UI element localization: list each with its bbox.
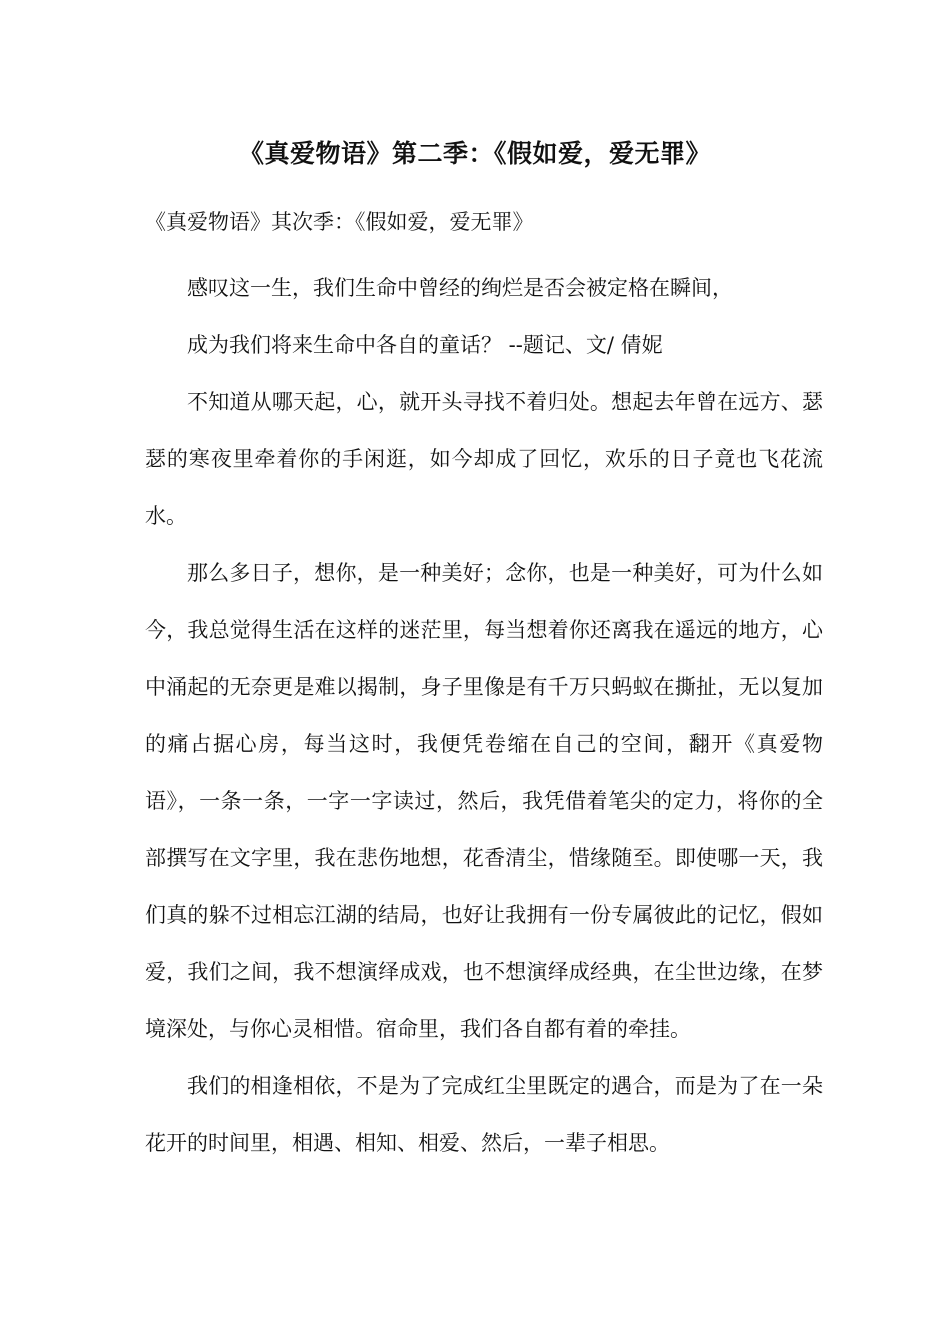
paragraph: 我们的相逢相依，不是为了完成红尘里既定的遇合，而是为了在一朵花开的时间里，相遇、相知、相爱、然后，一辈子相思。 bbox=[145, 1074, 823, 1155]
paragraph: 那么多日子，想你，是一种美好；念你，也是一种美好，可为什么如今，我总觉得生活在这样的迷茫里，每当想着你还离我在遥远的地方，心中涌起的无奈更是难以揭制，身子里像是有千万只蚂蚁在撕扯，无以复加的痛占据心房，每当这时，我便凭卷缩在自己的空间，翻开《真爱物语》，一条一条，一字一字读过，然后，我凭借着笔尖的定力，将你的全部撰写在文字里，我在悲伤地想，花香清尘，惜缘随至。即使哪一天，我们真的躲不过相忘江湖的结局，也好让我拥有一份专属彼此的记忆，假如爱，我们之间，我不想演绎成戏，也不想演绎成经典，在尘世边缘，在梦境深处，与你心灵相惜。宿命里，我们各自都有着的牵挂。 bbox=[145, 561, 823, 1041]
document-body bbox=[145, 260, 823, 1172]
paragraph: 不知道从哪天起，心，就开头寻找不着归处。想起去年曾在远方、瑟瑟的寒夜里牵着你的手闲逛，如今却成了回忆，欢乐的日子竟也飞花流水。 bbox=[145, 390, 823, 528]
paragraph-epigraph-line-2: 成为我们将来生命中各自的童话？ --题记、文/ 倩妮 bbox=[187, 333, 663, 357]
paragraph-epigraph-line-1: 感叹这一生，我们生命中曾经的绚烂是否会被定格在瞬间， bbox=[187, 276, 733, 300]
document-subtitle: 《真爱物语》其次季：《假如爱，爱无罪》 bbox=[145, 210, 534, 234]
document-title: 《真爱物语》第二季：《假如爱，爱无罪》 bbox=[238, 139, 711, 168]
